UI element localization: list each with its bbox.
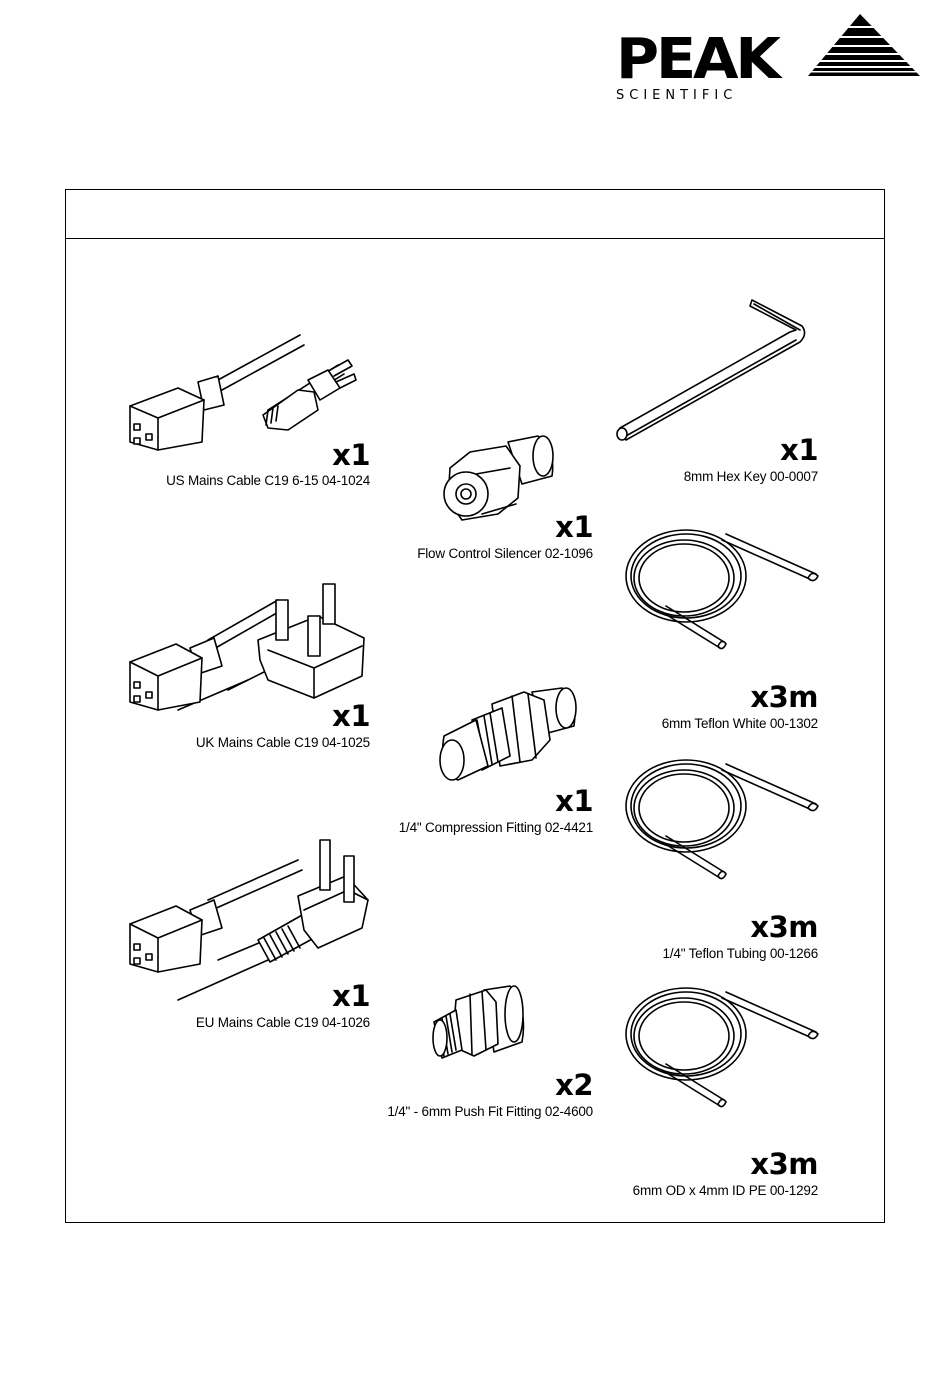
us-mains-cable-qty: x1 [332,438,370,472]
silencer-icon [438,432,568,532]
hex-key-qty: x1 [780,433,818,467]
frame-heading [66,190,884,239]
compression-fitting-label: 1/4" Compression Fitting 02-4421 [398,820,593,835]
uk-mains-cable-qty: x1 [332,699,370,733]
teflon-white-qty: x3m [750,680,818,714]
tubing-coil-icon [622,752,822,892]
eu-mains-cable-icon [118,840,378,1000]
push-fit-label: 1/4" - 6mm Push Fit Fitting 02-4600 [387,1104,593,1119]
teflon-tubing-label: 1/4" Teflon Tubing 00-1266 [662,946,818,961]
us-mains-cable-icon [118,330,378,450]
mountain-logo-icon [808,14,920,82]
hex-key-label: 8mm Hex Key 00-0007 [683,469,818,484]
compression-fitting-qty: x1 [555,784,593,818]
brand-name: PEAK [616,27,778,92]
compression-fitting-icon [432,680,582,790]
us-mains-cable-label: US Mains Cable C19 6-15 04-1024 [166,473,370,488]
eu-mains-cable-qty: x1 [332,979,370,1013]
tubing-coil-icon [622,980,822,1120]
brand-subtitle: SCIENTIFIC [616,88,738,103]
push-fit-qty: x2 [555,1068,593,1102]
pe-tubing-label: 6mm OD x 4mm ID PE 00-1292 [632,1183,818,1198]
silencer-label: Flow Control Silencer 02-1096 [417,546,593,561]
pe-tubing-qty: x3m [750,1147,818,1181]
silencer-qty: x1 [555,510,593,544]
hex-key-icon [610,296,810,446]
tubing-coil-icon [622,522,822,662]
uk-mains-cable-label: UK Mains Cable C19 04-1025 [195,735,370,750]
peak-scientific-logo [612,14,922,106]
push-fit-fitting-icon [430,980,530,1070]
teflon-tubing-qty: x3m [750,910,818,944]
teflon-white-label: 6mm Teflon White 00-1302 [661,716,818,731]
eu-mains-cable-label: EU Mains Cable C19 04-1026 [195,1015,370,1030]
